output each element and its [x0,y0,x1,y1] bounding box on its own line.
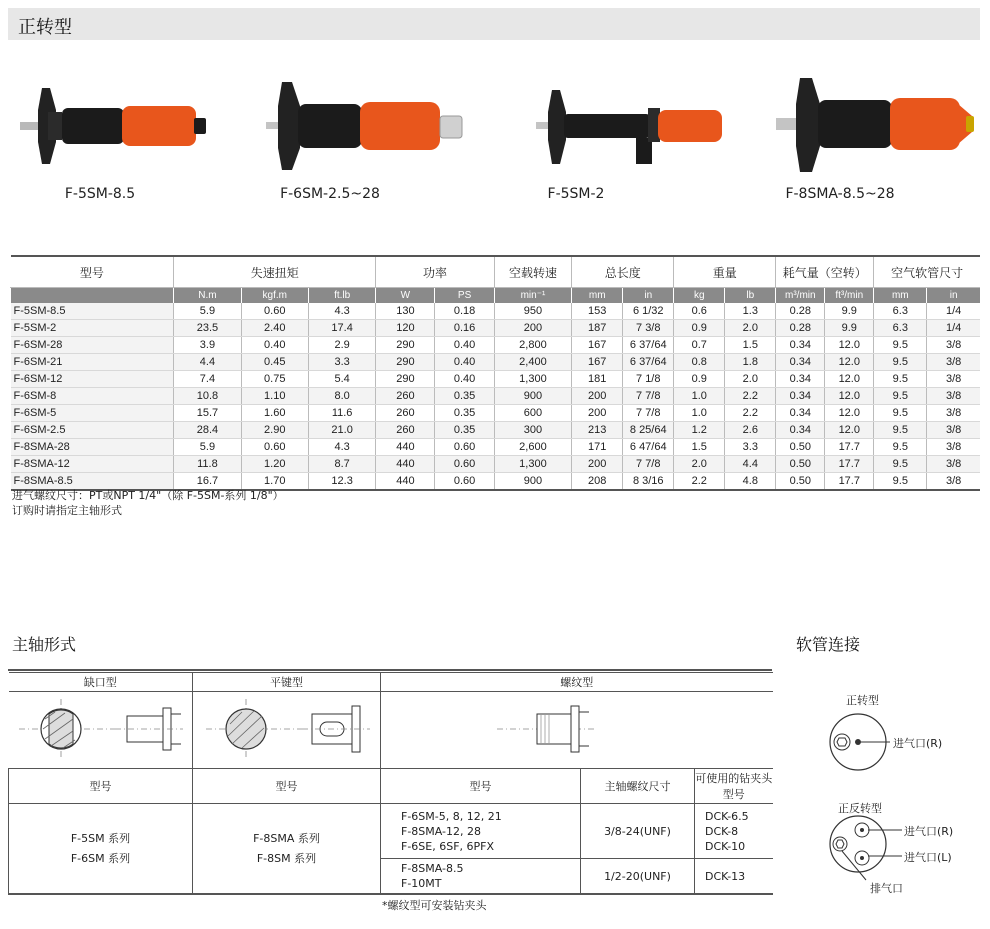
thread-models-cell [381,804,581,859]
spec-cell: 9.9 [825,303,874,320]
spec-row [11,422,981,439]
spec-cell: 17.7 [825,439,874,456]
spec-cell: 11.6 [308,405,375,422]
model-cell: F-8SMA-8.5 [11,473,174,491]
spec-unit-header [11,288,981,304]
spec-cell: 5.4 [308,371,375,388]
spec-cell: 0.34 [776,405,825,422]
thread-footnote: *螺纹型可安装钻夹头 [382,899,487,912]
spec-cell: 5.9 [174,439,241,456]
spec-cell: 2,400 [494,354,572,371]
unit: kg [674,288,725,304]
spec-cell: 7 1/8 [623,371,674,388]
spec-cell: 4.8 [725,473,776,491]
spec-cell: 1,300 [494,456,572,473]
product-images [0,60,990,180]
spec-cell: 0.50 [776,439,825,456]
spec-cell: 6 1/32 [623,303,674,320]
spec-cell: 0.16 [435,320,494,337]
spec-cell: 3.9 [174,337,241,354]
cutout-type-header: 缺口型 [9,673,193,692]
col-air-consumption: 耗气量（空转） [776,256,874,288]
spec-cell: 0.60 [241,439,308,456]
spec-cell: 12.0 [825,371,874,388]
spec-cell: 1.0 [674,405,725,422]
spec-cell: 2.2 [725,388,776,405]
model-cell: F-6SM-5 [11,405,174,422]
model-caption: F-5SM-2 [547,186,605,202]
spec-cell: 0.34 [776,354,825,371]
unit: W [376,288,435,304]
spec-cell: 0.40 [435,371,494,388]
forward-inlet-label: 进气口(R) [893,737,943,750]
key-type-header: 平键型 [193,673,381,692]
spec-cell: 1.0 [674,388,725,405]
unit: m³/min [776,288,825,304]
reversible-type-label: 正反转型 [838,802,882,815]
spec-cell: 6 37/64 [623,354,674,371]
spec-cell: 28.4 [174,422,241,439]
spec-cell: 0.50 [776,473,825,491]
spec-cell: 6.3 [874,320,927,337]
spec-cell: 21.0 [308,422,375,439]
spec-cell: 0.35 [435,388,494,405]
spec-cell: 7 7/8 [623,405,674,422]
spec-cell: 171 [572,439,623,456]
key-drawing [193,692,381,769]
spec-cell: 0.45 [241,354,308,371]
unit: lb [725,288,776,304]
unit: mm [572,288,623,304]
model-cell: F-6SM-12 [11,371,174,388]
spec-cell: 600 [494,405,572,422]
spec-cell: 0.35 [435,422,494,439]
page-title: 正转型 [18,17,72,38]
cutout-drawing [9,692,193,769]
unit: PS [435,288,494,304]
spec-cell: 3.3 [725,439,776,456]
col-model: 型号 [11,256,174,288]
key-spindle-drawing [202,694,372,764]
spec-row [11,337,981,354]
spec-cell: 1.60 [241,405,308,422]
spec-cell: 3/8 [927,371,980,388]
spec-cell: 16.7 [174,473,241,491]
spec-cell: 3/8 [927,456,980,473]
spec-row [11,320,981,337]
chuck-model: DCK-8 [705,824,739,838]
forward-hose-diagram [830,714,890,770]
unit: ft.lb [308,288,375,304]
model-cell: F-5SM-2 [11,320,174,337]
spec-cell: 200 [572,456,623,473]
chuck-model: DCK-6.5 [705,809,749,823]
thread-model: F-6SE, 6SF, 6PFX [401,839,495,853]
model-cell: F-6SM-21 [11,354,174,371]
spec-cell: 950 [494,303,572,320]
spec-cell: 2,600 [494,439,572,456]
spec-cell: 120 [376,320,435,337]
thread-size-header: 主轴螺纹尺寸 [581,769,695,804]
spec-cell: 1.5 [725,337,776,354]
spec-cell: 8 25/64 [623,422,674,439]
cutout-model-header: 型号 [9,769,193,804]
spec-cell: 167 [572,337,623,354]
model-caption: F-6SM-2.5~28 [280,186,380,202]
spec-cell: 1.5 [674,439,725,456]
spec-cell: 0.34 [776,422,825,439]
spec-cell: 1.70 [241,473,308,491]
spec-cell: 2.2 [674,473,725,491]
spec-row [11,354,981,371]
spec-cell: 4.4 [725,456,776,473]
spec-cell: 3/8 [927,354,980,371]
unit: mm [874,288,927,304]
thread-size-cell: 1/2-20(UNF) [581,859,695,895]
cutout-model: F-6SM 系列 [70,851,131,865]
thread-size-cell: 3/8-24(UNF) [581,804,695,859]
spec-cell: 0.9 [674,320,725,337]
spec-cell: 8 3/16 [623,473,674,491]
spec-cell: 23.5 [174,320,241,337]
spec-cell: 2.2 [725,405,776,422]
spec-cell: 17.4 [308,320,375,337]
tool-image-f5sm2 [536,90,722,164]
spec-cell: 213 [572,422,623,439]
spec-cell: 0.50 [776,456,825,473]
spec-cell: 0.28 [776,303,825,320]
spec-cell: 208 [572,473,623,491]
spec-cell: 181 [572,371,623,388]
spec-cell: 0.28 [776,320,825,337]
spec-cell: 6 47/64 [623,439,674,456]
spec-cell: 260 [376,405,435,422]
spec-cell: 12.3 [308,473,375,491]
spec-cell: 7 7/8 [623,388,674,405]
thread-model: F-8SMA-8.5 [401,862,464,875]
key-model: F-8SMA 系列 [253,831,320,845]
spec-cell: 290 [376,337,435,354]
spec-cell: 3/8 [927,422,980,439]
model-cell: F-8SMA-12 [11,456,174,473]
spec-cell: 0.6 [674,303,725,320]
inlet-r-label: 进气口(R) [904,825,954,838]
thread-drawing [381,692,773,769]
spec-cell: 2.9 [308,337,375,354]
model-caption: F-5SM-8.5 [64,186,136,202]
spec-row [11,371,981,388]
cutout-models-cell [9,804,193,895]
tool-image-f5sm85 [20,88,206,164]
exhaust-label: 排气口 [870,882,903,895]
spec-cell: 900 [494,473,572,491]
spindle-section-title: 主轴形式 [12,635,77,654]
spec-cell: 4.4 [174,354,241,371]
spec-cell: 8.0 [308,388,375,405]
spec-cell: 153 [572,303,623,320]
spec-cell: 9.5 [874,388,927,405]
spec-cell: 130 [376,303,435,320]
spec-cell: 7 7/8 [623,456,674,473]
spec-cell: 3/8 [927,439,980,456]
thread-model-header: 型号 [381,769,581,804]
spec-cell: 0.8 [674,354,725,371]
col-length: 总长度 [572,256,674,288]
model-cell: F-6SM-8 [11,388,174,405]
spec-cell: 187 [572,320,623,337]
spec-cell: 0.60 [435,439,494,456]
model-cell: F-6SM-2.5 [11,422,174,439]
spec-cell: 17.7 [825,456,874,473]
model-cell: F-6SM-28 [11,337,174,354]
col-stall-torque: 失速扭矩 [174,256,376,288]
reversible-hose-diagram [830,816,902,880]
spec-cell: 1.3 [725,303,776,320]
spec-cell: 12.0 [825,405,874,422]
spec-cell: 9.5 [874,422,927,439]
spec-cell: 2.40 [241,320,308,337]
spec-cell: 2.6 [725,422,776,439]
spec-cell: 4.3 [308,439,375,456]
cutout-spindle-drawing [15,694,185,764]
thread-model: F-8SMA-12, 28 [401,824,482,838]
spec-cell: 260 [376,388,435,405]
divider [8,669,772,671]
spec-cell: 290 [376,371,435,388]
spec-cell: 9.5 [874,439,927,456]
spec-row [11,388,981,405]
spec-cell: 0.60 [435,456,494,473]
inlet-l-label: 进气口(L) [904,851,952,864]
spec-cell: 300 [494,422,572,439]
spec-cell: 0.9 [674,371,725,388]
chuck-cell [695,804,773,859]
spec-cell: 440 [376,439,435,456]
spec-cell: 9.5 [874,456,927,473]
spec-cell: 2,800 [494,337,572,354]
spec-cell: 4.3 [308,303,375,320]
unit: N.m [174,288,241,304]
unit: kgf.m [241,288,308,304]
spec-cell: 0.75 [241,371,308,388]
key-models-cell [193,804,381,895]
spec-cell: 2.0 [725,371,776,388]
spec-cell: 0.60 [435,473,494,491]
spec-cell: 9.5 [874,337,927,354]
unit: ft³/min [825,288,874,304]
spec-cell: 1.2 [674,422,725,439]
unit: in [927,288,980,304]
tool-image-f8sma [776,78,974,172]
spec-cell: 0.40 [435,337,494,354]
forward-type-label: 正转型 [846,694,879,707]
spec-cell: 15.7 [174,405,241,422]
spec-cell: 17.7 [825,473,874,491]
model-caption: F-8SMA-8.5~28 [785,186,895,202]
spec-cell: 6.3 [874,303,927,320]
spec-cell: 6 37/64 [623,337,674,354]
col-hose-size: 空气软管尺寸 [874,256,980,288]
spec-cell: 0.60 [241,303,308,320]
spec-cell: 2.0 [674,456,725,473]
spec-cell: 0.34 [776,388,825,405]
spec-row [11,456,981,473]
section-header-bar [8,8,980,40]
col-free-speed: 空载转速 [494,256,572,288]
spec-cell: 8.7 [308,456,375,473]
model-cell: F-8SMA-28 [11,439,174,456]
tool-image-f6sm [266,82,462,170]
spec-cell: 9.9 [825,320,874,337]
spec-cell: 0.40 [241,337,308,354]
order-note: 订购时请指定主轴形式 [12,504,122,517]
spec-cell: 440 [376,473,435,491]
spec-cell: 12.0 [825,354,874,371]
spec-cell: 0.34 [776,371,825,388]
spec-cell: 200 [494,320,572,337]
spec-cell: 12.0 [825,388,874,405]
spec-cell: 7 3/8 [623,320,674,337]
spec-cell: 1,300 [494,371,572,388]
spec-cell: 9.5 [874,473,927,491]
model-cell: F-5SM-8.5 [11,303,174,320]
chuck-model: DCK-10 [705,839,746,853]
spec-cell: 0.7 [674,337,725,354]
spec-cell: 0.35 [435,405,494,422]
hose-section-title: 软管连接 [796,635,861,654]
spec-cell: 9.5 [874,371,927,388]
spec-cell: 1.20 [241,456,308,473]
spec-cell: 900 [494,388,572,405]
spec-cell: 2.0 [725,320,776,337]
spec-cell: 1.8 [725,354,776,371]
cutout-model: F-5SM 系列 [70,831,131,845]
spec-cell: 12.0 [825,422,874,439]
spec-row [11,303,981,320]
spec-cell: 260 [376,422,435,439]
unit: min⁻¹ [494,288,572,304]
spec-cell: 5.9 [174,303,241,320]
chuck-model-header: 可使用的钻夹头型号 [695,769,773,804]
spec-cell: 0.18 [435,303,494,320]
spec-cell: 10.8 [174,388,241,405]
spec-cell: 7.4 [174,371,241,388]
spec-cell: 200 [572,388,623,405]
spec-cell: 9.5 [874,405,927,422]
spec-cell: 167 [572,354,623,371]
key-model: F-8SM 系列 [256,851,317,865]
thread-model: F-10MT [401,877,442,890]
spec-cell: 2.90 [241,422,308,439]
key-model-header: 型号 [193,769,381,804]
thread-spindle-drawing [387,694,767,764]
spec-cell: 3/8 [927,473,980,491]
spec-cell: 0.34 [776,337,825,354]
spindle-table [8,672,773,895]
spec-table [10,255,980,491]
spec-cell: 1/4 [927,303,980,320]
col-power: 功率 [376,256,494,288]
spec-cell: 290 [376,354,435,371]
spec-group-header [11,256,981,288]
spec-cell: 0.40 [435,354,494,371]
spec-row [11,405,981,422]
spec-cell: 11.8 [174,456,241,473]
spec-cell: 12.0 [825,337,874,354]
spec-cell: 9.5 [874,354,927,371]
inlet-thread-note: 进气螺纹尺寸：PT或NPT 1/4"（除 F-5SM-系列 1/8"） [12,489,284,502]
spec-cell: 200 [572,405,623,422]
spec-cell: 3/8 [927,405,980,422]
spec-cell: 3/8 [927,337,980,354]
col-weight: 重量 [674,256,776,288]
thread-type-header: 螺纹型 [381,673,773,692]
unit: in [623,288,674,304]
chuck-model: DCK-13 [695,859,773,895]
spec-cell: 1.10 [241,388,308,405]
spec-cell: 3.3 [308,354,375,371]
spec-cell: 440 [376,456,435,473]
thread-models-cell [381,859,581,895]
spec-cell: 3/8 [927,388,980,405]
thread-model: F-6SM-5, 8, 12, 21 [401,809,502,823]
spec-cell: 1/4 [927,320,980,337]
spec-row [11,439,981,456]
